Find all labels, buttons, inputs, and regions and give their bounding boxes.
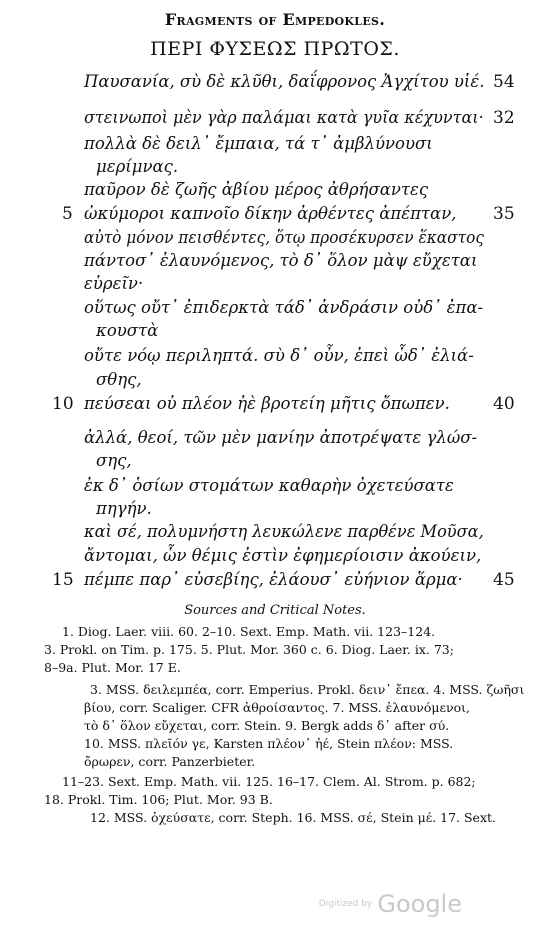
line-number-right: 54 [493, 72, 515, 92]
poem-line: οὔτε νόῳ περιληπτά. σὺ δ᾽ οὖν, ἐπεὶ ὧδ᾽ ἐλιά- [84, 346, 474, 365]
poem-line: ὠκύμοροι καπνοῖο δίκην ἀρθέντες ἀπέπταν, [84, 204, 457, 223]
poem-line: πέμπε παρ᾽ εὐσεβίης, ἐλάουσ᾽ εὐήνιον ἅρμα· [84, 570, 463, 589]
running-title: Fragments of Empedokles. [164, 10, 386, 29]
line-number-left: 15 [52, 570, 74, 590]
poem-line: πεύσεαι οὐ πλέον ἠὲ βροτείη μῆτις ὄπωπεν. [84, 394, 450, 413]
poem-line: αὐτὸ μόνον πεισθέντες, ὅτῳ προσέκυρσεν ἕκαστος [84, 228, 484, 247]
poem-line: οὕτως οὔτ᾽ ἐπιδερκτὰ τάδ᾽ ἀνδράσιν οὐδ᾽ ἐπα- [84, 298, 484, 317]
note-line: 18. Prokl. Tim. 106; Plut. Mor. 93 B. [44, 792, 273, 807]
poem-line: σης, [96, 451, 132, 470]
poem-line: πολλὰ δὲ δειλ᾽ ἔμπαια, τά τ᾽ ἀμβλύνουσι [84, 134, 433, 153]
poem-line: εὑρεῖν· [84, 274, 144, 293]
line-number-left: 5 [62, 204, 73, 224]
watermark-prefix: Digitized by [318, 899, 373, 909]
section-title: ΠΕΡΙ ΦΥΣΕΩΣ ΠΡΩΤΟΣ. [150, 38, 400, 60]
note-line: 8–9a. Plut. Mor. 17 E. [44, 660, 181, 675]
poem-line: στεινωποὶ μὲν γὰρ παλάμαι κατὰ γυῖα κέχυνται· [84, 108, 484, 127]
poem-line: καὶ σέ, πολυμνήστη λευκώλενε παρθένε Μοῦσα, [84, 522, 484, 541]
notes-title: Sources and Critical Notes. [184, 603, 366, 618]
poem-line: κουστὰ [96, 321, 159, 340]
google-logo: Google [377, 890, 462, 918]
line-number-left: 10 [52, 394, 74, 414]
line-number-right: 45 [493, 570, 515, 590]
note-line: 3. Prokl. on Tim. p. 175. 5. Plut. Mor. 360 c. 6. Diog. Laer. ix. 73; [44, 642, 454, 657]
note-line: 11–23. Sext. Emp. Math. vii. 125. 16–17. Clem. Al. Strom. p. 682; [62, 774, 476, 789]
poem-line: πηγήν. [96, 499, 152, 518]
poem-line: σθης, [96, 370, 142, 389]
poem-line: Παυσανία, σὺ δὲ κλῦθι, δαΐφρονος Ἀγχίτου υἱέ. [84, 72, 485, 91]
note-line: βίου, corr. Scaliger. CFR ἀθροίσαντος. 7. MSS. ἐλαυνόμενοι, [84, 700, 471, 715]
line-number-right: 32 [493, 108, 515, 128]
poem-line: πάντοσ᾽ ἐλαυνόμενος, τὸ δ᾽ ὅλον μὰψ εὔχεται [84, 251, 478, 270]
note-line: τὸ δ᾽ ὅλον εὔχεται, corr. Stein. 9. Bergk adds δ᾽ after σύ. [84, 718, 450, 733]
poem-line: ἀλλά, θεοί, τῶν μὲν μανίην ἀποτρέψατε γλώσ- [84, 428, 478, 447]
note-line: 3. MSS. δειλεμπέα, corr. Emperius. Prokl. δειν᾽ ἔπεα. 4. MSS. ζωῆσι [90, 682, 525, 697]
digitized-watermark [319, 890, 462, 918]
line-number-right: 40 [493, 394, 515, 414]
poem-line: ἐκ δ᾽ ὁσίων στομάτων καθαρὴν ὀχετεύσατε [84, 476, 454, 495]
line-number-right: 35 [493, 204, 515, 224]
note-line: 10. MSS. πλεῖόν γε, Karsten πλέον᾽ ἠέ, Stein πλέον: MSS. [84, 736, 454, 751]
poem-line: παῦρον δὲ ζωῆς ἀβίου μέρος ἀθρήσαντες [84, 180, 429, 199]
poem-line: ἄντομαι, ὧν θέμις ἐστὶν ἐφημερίοισιν ἀκούειν, [84, 546, 482, 565]
note-line: 1. Diog. Laer. viii. 60. 2–10. Sext. Emp. Math. vii. 123–124. [62, 624, 436, 639]
note-line: 12. MSS. ὀχεύσατε, corr. Steph. 16. MSS. σέ, Stein μέ. 17. Sext. [90, 810, 497, 825]
note-line: ὄρωρεν, corr. Panzerbieter. [84, 754, 256, 769]
poem-line: μερίμνας. [96, 157, 179, 176]
